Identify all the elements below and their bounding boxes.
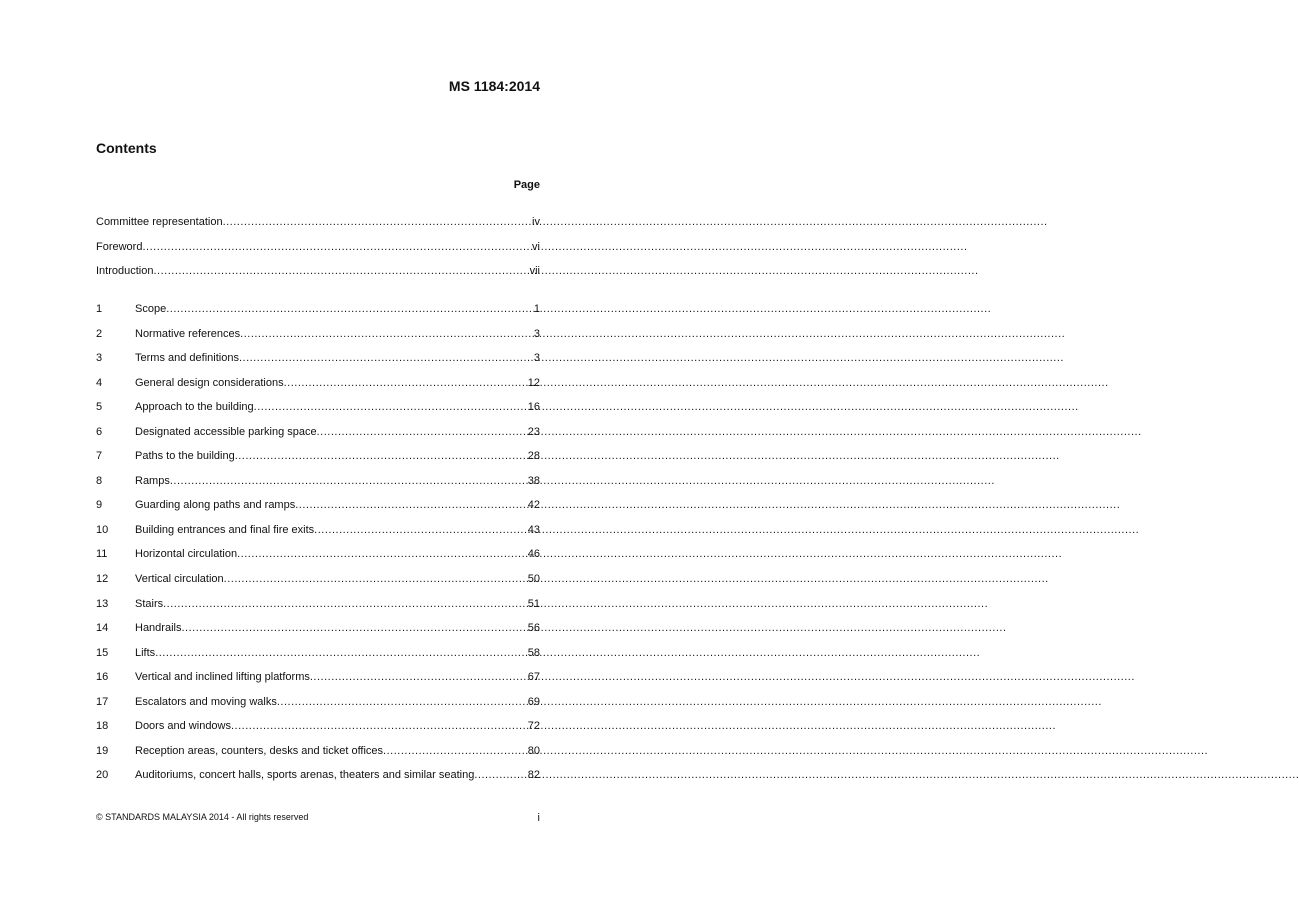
dot-leader (142, 240, 532, 254)
dot-leader (317, 425, 528, 439)
toc-entry[interactable] (96, 719, 540, 744)
toc-entry[interactable] (96, 474, 540, 499)
toc-entry[interactable] (96, 498, 540, 523)
toc-entry-number: 14 (96, 622, 109, 635)
toc-entry-title: Terms and definitions (135, 352, 239, 365)
toc-entry-page: 58 (527, 646, 540, 659)
dot-leader (239, 351, 534, 365)
toc-entry-title: Lifts (135, 646, 156, 659)
toc-entry-title: Approach to the building (135, 401, 254, 414)
dot-leader (153, 264, 529, 278)
dot-leader (295, 498, 528, 512)
toc-entry-number: 8 (96, 474, 103, 487)
dot-leader (237, 547, 528, 561)
toc-entry-title: Paths to the building (135, 450, 235, 463)
toc-entry[interactable] (96, 523, 540, 548)
toc-entry-number: 4 (96, 376, 103, 389)
toc-entry-number: 1 (96, 303, 103, 315)
toc-entry-number: 12 (96, 573, 109, 586)
toc-entry-title: Building entrances and final fire exits (135, 523, 315, 536)
toc-entry-title: Doors and windows (135, 720, 231, 733)
toc-entry-title: Vertical circulation (135, 573, 224, 586)
dot-leader (224, 572, 528, 586)
toc-entry-number: 19 (96, 744, 109, 757)
toc-entry-title: Normative references (135, 327, 241, 340)
dot-leader (240, 327, 534, 341)
toc-entry-page: 67 (527, 671, 540, 684)
toc-entry[interactable] (96, 768, 540, 793)
toc-entry-number: 11 (96, 548, 108, 561)
toc-entry[interactable] (96, 547, 540, 572)
toc-entry-page: 38 (527, 474, 540, 487)
contents-heading: Contents (96, 140, 157, 156)
toc-entry-number: 20 (96, 769, 109, 782)
dot-leader (166, 302, 534, 316)
dot-leader (277, 695, 528, 709)
toc-entry-number: 10 (96, 523, 109, 536)
toc-entry-title: Escalators and moving walks (135, 695, 277, 708)
front-matter-list (96, 215, 540, 289)
toc-entry-title: Introduction (96, 265, 154, 277)
toc-entry[interactable] (96, 572, 540, 597)
toc-entry-title: Auditoriums, concert halls, sports arenas, theaters and similar seating (135, 769, 475, 782)
toc-entry-title: Ramps (135, 474, 170, 487)
dot-leader (223, 215, 532, 229)
toc-entry[interactable] (96, 240, 540, 265)
toc-entry-page: 16 (527, 401, 540, 414)
toc-entry-number: 9 (96, 499, 103, 512)
toc-entry-title: Guarding along paths and ramps (135, 499, 296, 512)
toc-entry-title: Stairs (135, 597, 164, 610)
toc-entry-title: Committee representation (96, 216, 223, 228)
toc-entry-title: Scope (135, 303, 167, 315)
toc-entry-page: 56 (527, 622, 540, 635)
toc-entry-number: 6 (96, 425, 103, 438)
toc-entry-title: Designated accessible parking space (135, 425, 317, 438)
toc-entry-page: 1 (533, 303, 540, 315)
copyright-notice: © STANDARDS MALAYSIA 2014 - All rights reserved (96, 812, 309, 822)
page-number: i (537, 812, 540, 824)
toc-entry[interactable] (96, 621, 540, 646)
toc-entry-number: 2 (96, 327, 103, 340)
toc-entry[interactable] (96, 449, 540, 474)
dot-leader (284, 376, 528, 390)
toc-entry-title: General design considerations (135, 376, 284, 389)
toc-entry-page: vi (532, 240, 540, 253)
toc-entry-page: 69 (527, 695, 540, 708)
toc-entry-page: 43 (527, 523, 540, 536)
page-column-header: Page (513, 179, 540, 191)
toc-entry[interactable] (96, 744, 540, 769)
toc-entry-number: 7 (96, 450, 103, 463)
dot-leader (163, 597, 528, 611)
toc-entry-number: 15 (96, 646, 109, 659)
toc-entry-number: 13 (96, 597, 109, 610)
toc-entry-page: 46 (527, 548, 540, 561)
dot-leader (314, 523, 528, 537)
dot-leader (383, 744, 528, 758)
toc-entry-page: 12 (527, 376, 540, 389)
clauses-list (96, 302, 540, 793)
toc-entry[interactable] (96, 400, 540, 425)
toc-entry-page: 23 (527, 425, 540, 438)
toc-entry-number: 17 (96, 695, 109, 708)
toc-entry-title: Foreword (96, 240, 143, 253)
dot-leader (231, 719, 528, 733)
toc-entry[interactable] (96, 327, 540, 352)
toc-entry-title: Handrails (135, 622, 182, 635)
toc-entry-page: 72 (527, 720, 540, 733)
toc-entry-page: vii (529, 265, 540, 277)
toc-entry[interactable] (96, 351, 540, 376)
toc-entry[interactable] (96, 264, 540, 289)
toc-entry-number: 18 (96, 720, 109, 733)
toc-entry[interactable] (96, 302, 540, 327)
toc-entry[interactable] (96, 425, 540, 450)
dot-leader (181, 621, 527, 635)
toc-entry-page: 80 (527, 744, 540, 757)
toc-entry-number: 16 (96, 671, 109, 684)
toc-entry-title: Vertical and inclined lifting platforms (135, 671, 310, 684)
toc-entry-page: 28 (527, 450, 540, 463)
dot-leader (310, 670, 528, 684)
toc-entry[interactable] (96, 646, 540, 671)
dot-leader (474, 768, 527, 782)
toc-entry[interactable] (96, 597, 540, 622)
toc-entry-page: 50 (527, 573, 540, 586)
dot-leader (254, 400, 528, 414)
toc-entry-title: Reception areas, counters, desks and ticket offices (135, 744, 384, 757)
dot-leader (155, 646, 528, 660)
toc-entry[interactable] (96, 215, 540, 240)
toc-entry-number: 3 (96, 352, 103, 365)
toc-entry-page: 3 (533, 327, 540, 340)
toc-entry[interactable] (96, 670, 540, 695)
toc-entry-page: iv (532, 216, 540, 228)
toc-entry[interactable] (96, 695, 540, 720)
toc-entry-page: 51 (527, 597, 540, 610)
toc-entry-page: 82 (527, 769, 540, 782)
dot-leader (170, 474, 528, 488)
toc-entry-number: 5 (96, 401, 103, 414)
document-code: MS 1184:2014 (448, 78, 540, 94)
toc-entry-title: Horizontal circulation (135, 548, 238, 561)
toc-entry-page: 42 (527, 499, 540, 512)
toc-entry[interactable] (96, 376, 540, 401)
dot-leader (235, 449, 528, 463)
toc-entry-page: 3 (533, 352, 540, 365)
